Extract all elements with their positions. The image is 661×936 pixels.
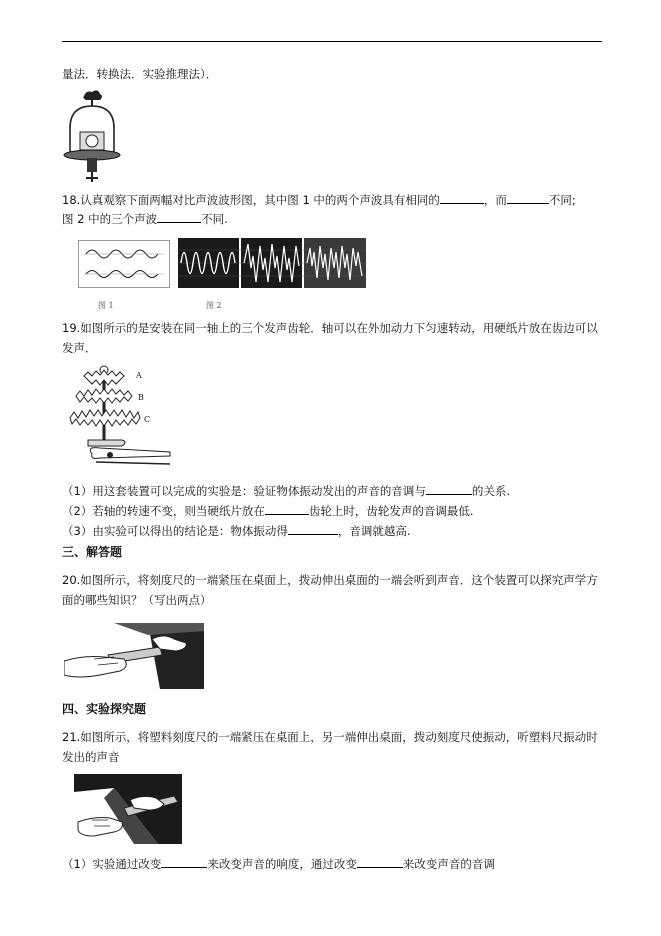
q19-line1: 19.如图所示的是安装在同一轴上的三个发声齿轮．轴可以在外加动力下匀速转动，用硬纸片放在齿边可以 [62, 321, 598, 335]
ruler-on-desk-figure-21 [74, 774, 182, 844]
q19-line2: 发声． [62, 341, 97, 355]
gear-label-a: A [136, 371, 142, 380]
bell-jar-figure [62, 88, 124, 188]
q21-line2: 发出的声音 [62, 750, 120, 764]
section-4-heading: 四、实验探究题 [62, 702, 147, 716]
q18-text-d: 图 2 中的三个声波 [62, 212, 158, 226]
q21-sub1-text-a: （1）实验通过改变 [62, 857, 162, 871]
q18-text-e: 不同. [201, 212, 228, 226]
figure-1-waves [78, 240, 170, 288]
q18-text-a: 18.认真观察下面两幅对比声波波形图，其中图 1 中的两个声波具有相同的 [62, 193, 440, 207]
q18-text-b: ，而 [483, 193, 507, 207]
q18-blank-2 [507, 192, 549, 204]
q21-blank-2 [357, 856, 403, 868]
header-rule [62, 41, 602, 42]
q19-sub3 [62, 523, 410, 539]
q21-blank-1 [161, 856, 207, 868]
q19-sub2 [62, 503, 473, 519]
q18-line1 [62, 192, 576, 208]
q21-sub1-text-c: 来改变声音的音调 [402, 857, 495, 871]
q18-text-c: 不同; [548, 193, 576, 207]
continuation-text: 量法．转换法．实验推理法）． [62, 67, 218, 81]
section-3-heading: 三、解答题 [62, 545, 123, 559]
ruler-on-desk-figure-20 [64, 617, 204, 689]
q19-sub1 [62, 483, 510, 499]
figure-2-caption: 图 2 [206, 301, 222, 310]
q20-line1: 20.如图所示，将刻度尺的一端紧压在桌面上，拨动伸出桌面的一端会听到声音．这个装置可以探究声学方 [62, 573, 598, 587]
q20-line2: 面的哪些知识？（写出两点） [62, 593, 212, 607]
gear-label-c: C [144, 415, 151, 424]
gears-figure [66, 362, 176, 472]
figure-1-caption: 图 1 [98, 301, 114, 310]
q21-line1: 21.如图所示，将塑料刻度尺的一端紧压在桌面上，另一端伸出桌面，拨动刻度尺使振动，听塑料尺振动时 [62, 730, 598, 744]
q19-sub1-text-a: （1）用这套装置可以完成的实验是：验证物体振动发出的声音的音调与 [62, 484, 426, 498]
figure-2-oscilloscopes [178, 238, 366, 288]
q19-blank-1 [426, 483, 472, 495]
q19-sub2-text-b: 齿轮上时，齿轮发声的音调最低. [308, 504, 474, 518]
q19-sub3-text-b: ，音调就越高. [337, 524, 411, 538]
q21-sub1 [62, 856, 495, 872]
q19-blank-2 [265, 503, 309, 515]
q18-blank-3 [157, 211, 201, 223]
q18-line2 [62, 211, 228, 227]
gear-label-b: B [138, 393, 144, 402]
q19-sub2-text-a: （2）若轴的转速不变，则当硬纸片放在 [62, 504, 265, 518]
q21-sub1-text-b: 来改变声音的响度，通过改变 [207, 857, 357, 871]
q19-sub3-text-a: （3）由实验可以得出的结论是：物体振动得 [62, 524, 288, 538]
q18-blank-1 [440, 192, 484, 204]
q19-sub1-text-b: 的关系. [471, 484, 510, 498]
q19-blank-3 [288, 523, 338, 535]
